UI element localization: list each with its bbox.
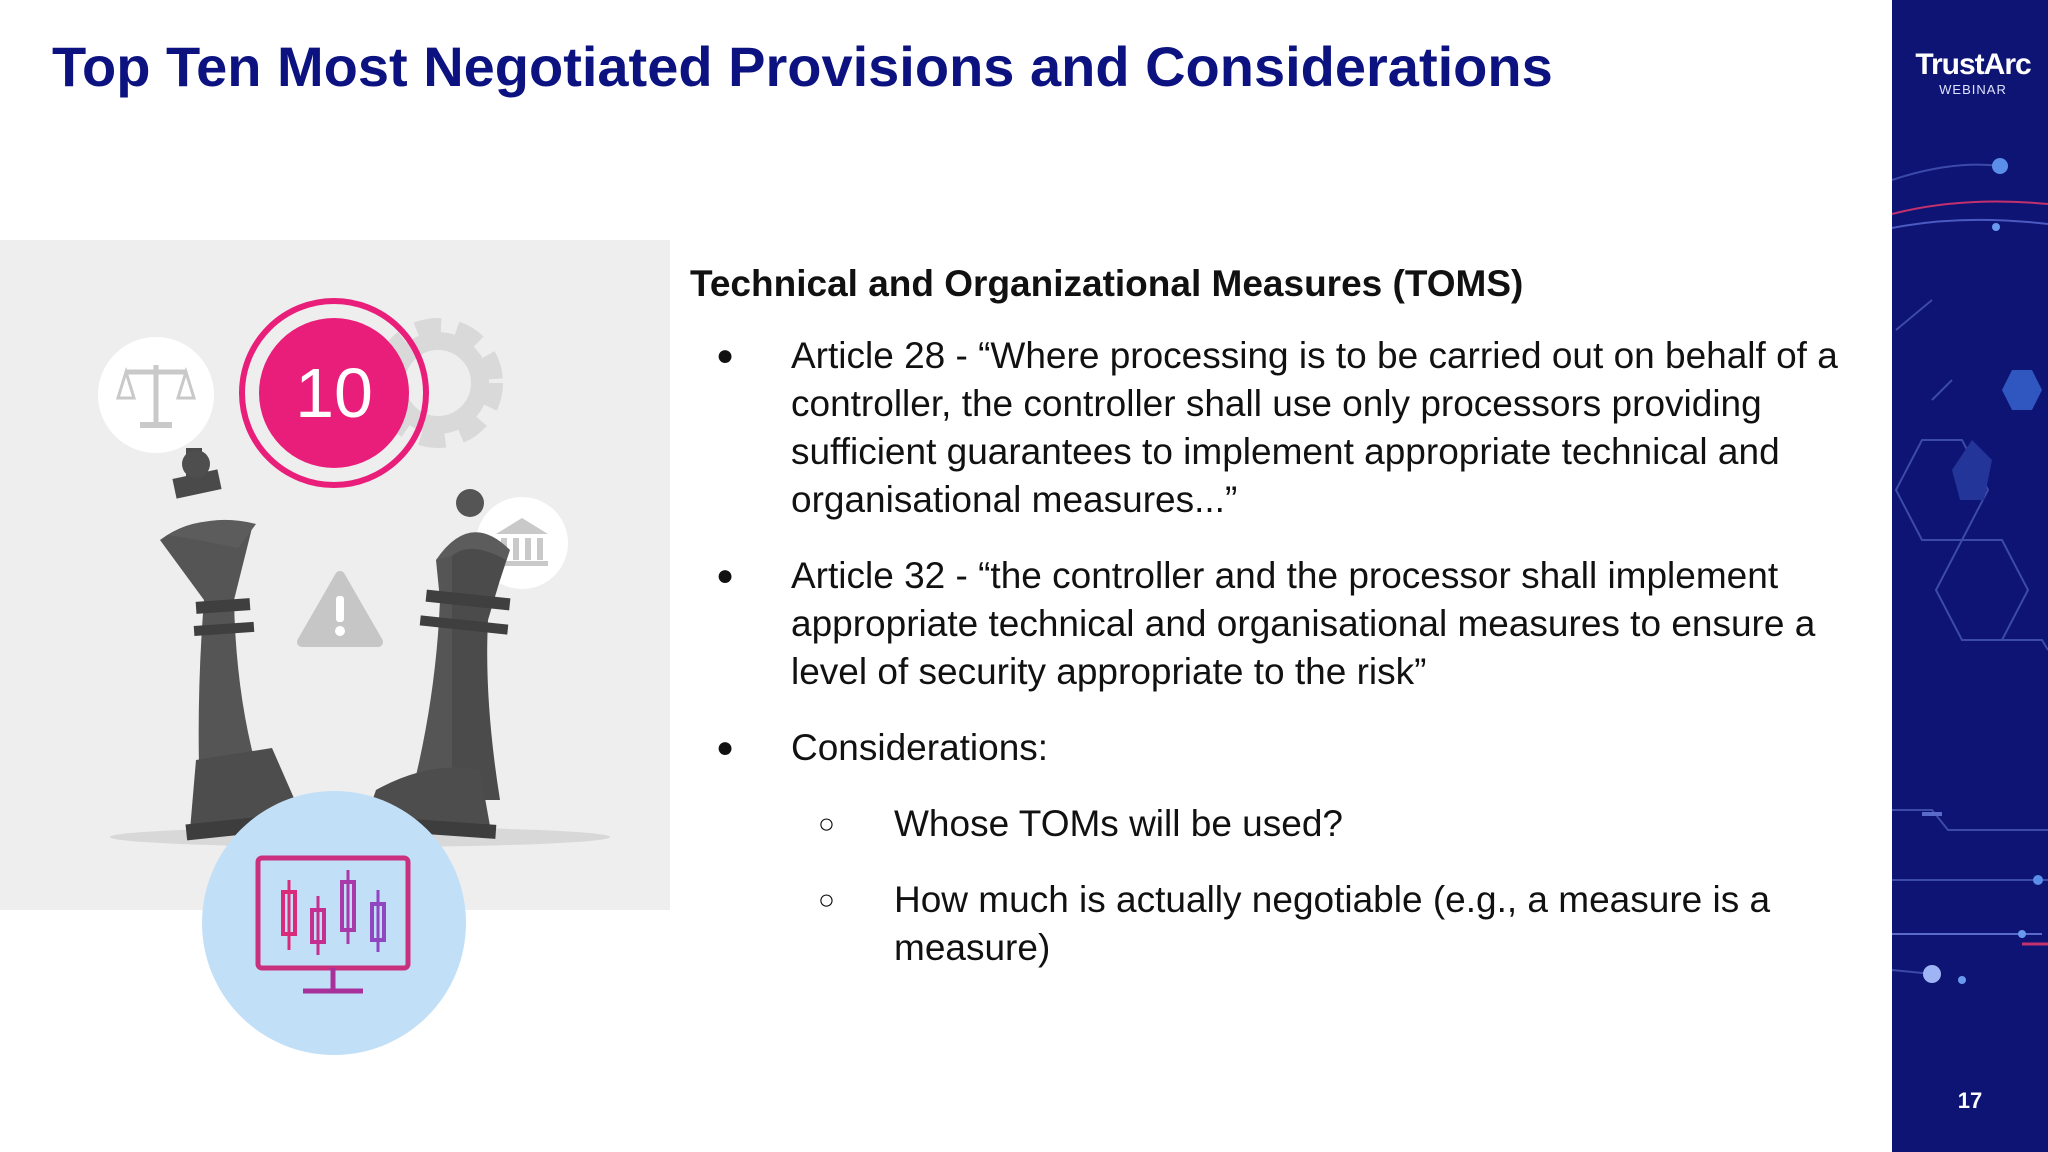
candlestick-monitor-icon (202, 791, 466, 1055)
sub-list-item (690, 876, 1870, 972)
bullet-marker: ● (716, 559, 735, 592)
slide-title: Top Ten Most Negotiated Provisions and Considerations (52, 35, 1553, 98)
sub-bullet-marker: ○ (818, 808, 835, 839)
network-pattern (1892, 0, 2048, 1152)
sub-bullet-marker: ○ (818, 884, 835, 915)
list-item (690, 552, 1870, 696)
bullet-text: Article 28 - “Where processing is to be carried out on behalf of a controller, the controller shall use only processors providing sufficient guarantees to implement appropriate technical and organisational measures...” (791, 335, 1838, 520)
list-item (690, 332, 1870, 524)
bullet-marker: ● (716, 339, 735, 372)
chess-illustration (0, 0, 680, 1080)
section-heading: Technical and Organizational Measures (TOMS) (690, 263, 1524, 304)
trustarc-logo (1906, 48, 2040, 98)
bullet-text: Article 32 - “the controller and the processor shall implement appropriate technical and organisational measures to ensure a level of security appropriate to the risk” (791, 555, 1816, 692)
sub-bullet-text: How much is actually negotiable (e.g., a measure is a measure) (894, 879, 1771, 968)
sub-bullet-text: Whose TOMs will be used? (894, 803, 1343, 844)
logo-tagline: WEBINAR (1939, 82, 2007, 97)
scales-icon (98, 337, 214, 453)
list-item (690, 724, 1870, 772)
bullet-marker: ● (716, 731, 735, 764)
content-panel (690, 258, 1870, 972)
brand-sidebar (1892, 0, 2048, 1152)
page-number: 17 (1957, 1088, 1983, 1113)
rank-badge (242, 301, 426, 485)
rank-number: 10 (295, 354, 373, 432)
sub-list-item (690, 800, 1870, 848)
bullet-text: Considerations: (791, 727, 1049, 768)
logo-wordmark: TrustArc (1915, 48, 2031, 81)
